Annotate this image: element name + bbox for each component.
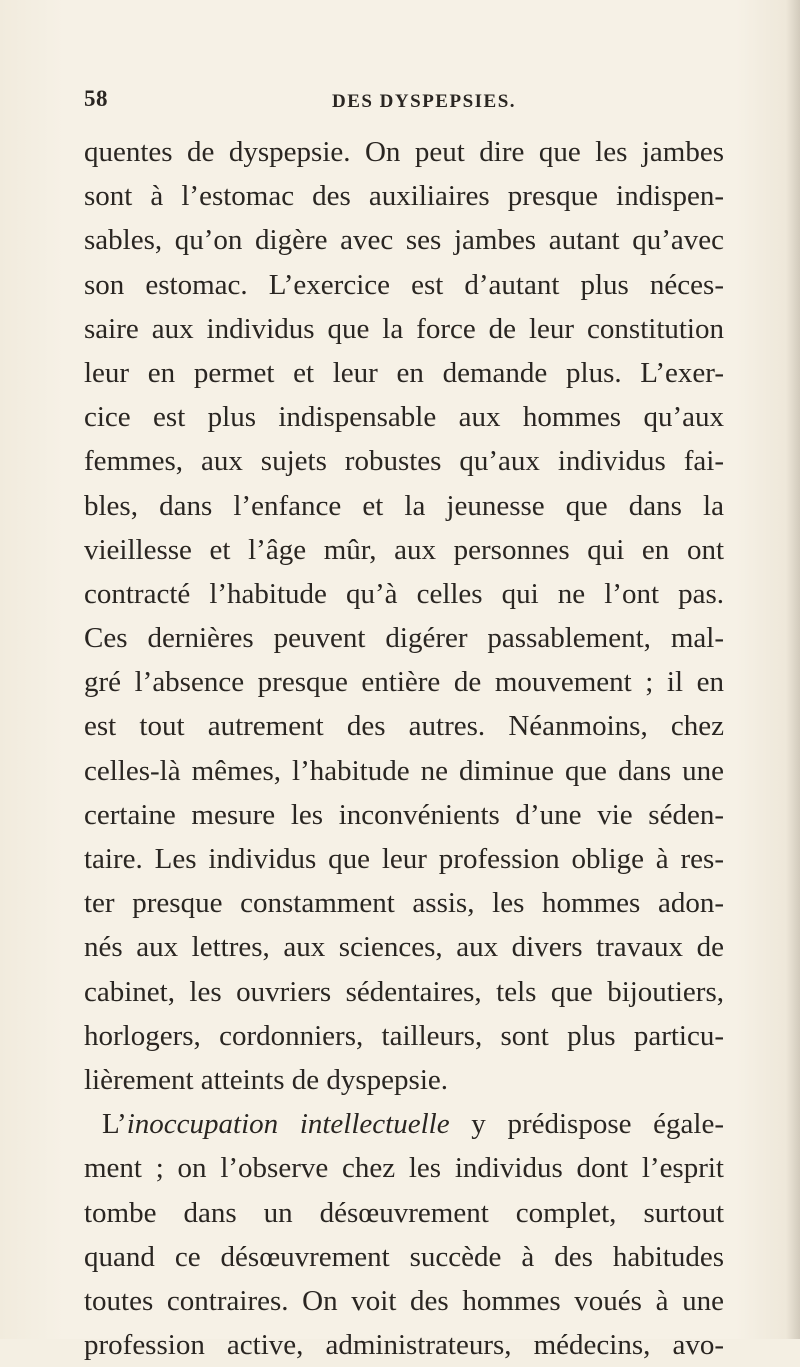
text-line: ment ; on l’observe chez les individus dont l’esprit [84,1152,724,1185]
text-line: saire aux individus que la force de leur constitution [84,312,724,345]
text-line: vieillesse et l’âge mûr, aux personnes qui en ont [84,533,724,566]
text-line: lièrement atteints de dyspepsie. [84,1063,449,1096]
italic-phrase: inoccupation intellectuelle [126,1108,450,1141]
text-line: leur en permet et leur en demande plus. L’exer- [84,356,724,389]
text-line: femmes, aux sujets robustes qu’aux individus fai- [84,445,724,478]
text-line: cice est plus indispensable aux hommes qu’aux [84,401,724,434]
page-edge-shadow [786,0,800,1339]
text-line: quentes de dyspepsie. On peut dire que les jambes [84,136,724,168]
body-text [84,130,724,1367]
paragraph2-first-line-rest: y prédispose égale- [449,1108,724,1141]
text-line: celles-là mêmes, l’habitude ne diminue que dans une [84,754,724,787]
text-line: Ces dernières peuvent digérer passablement, mal- [84,622,724,655]
text-line: horlogers, cordonniers, tailleurs, sont plus particu- [84,1019,724,1052]
page-number: 58 [84,86,108,111]
text-line: est tout autrement des autres. Néanmoins, chez [84,710,724,743]
page-header [84,86,724,116]
text-line: contracté l’habitude qu’à celles qui ne l’ont pas. [84,577,724,610]
text-line: ter presque constamment assis, les hommes adon- [84,887,724,920]
text-line: toutes contraires. On voit des hommes voués à une [84,1284,724,1317]
paragraph2-article: L’ [102,1108,127,1141]
text-line: gré l’absence presque entière de mouvement ; il en [84,666,724,699]
text-line: quand ce désœuvrement succède à des habitudes [84,1240,724,1273]
text-line: certaine mesure les inconvénients d’une vie séden- [84,798,724,831]
text-line: taire. Les individus que leur profession oblige à res- [84,843,724,875]
text-line: son estomac. L’exercice est d’autant plus néces- [84,268,724,301]
paragraph2-first-line [84,1102,724,1146]
text-line: sables, qu’on digère avec ses jambes autant qu’avec [84,224,724,257]
text-line: sont à l’estomac des auxiliaires presque indispen- [84,180,724,213]
text-line: tombe dans un désœuvrement complet, surtout [84,1196,724,1229]
running-title: DES DYSPEPSIES. [331,91,517,112]
text-line: profession active, administrateurs, médecins, avo- [84,1329,724,1362]
text-line: nés aux lettres, aux sciences, aux divers travaux de [84,931,724,964]
text-line: bles, dans l’enfance et la jeunesse que dans la [84,489,724,522]
text-line: cabinet, les ouvriers sédentaires, tels que bijoutiers, [84,975,724,1008]
